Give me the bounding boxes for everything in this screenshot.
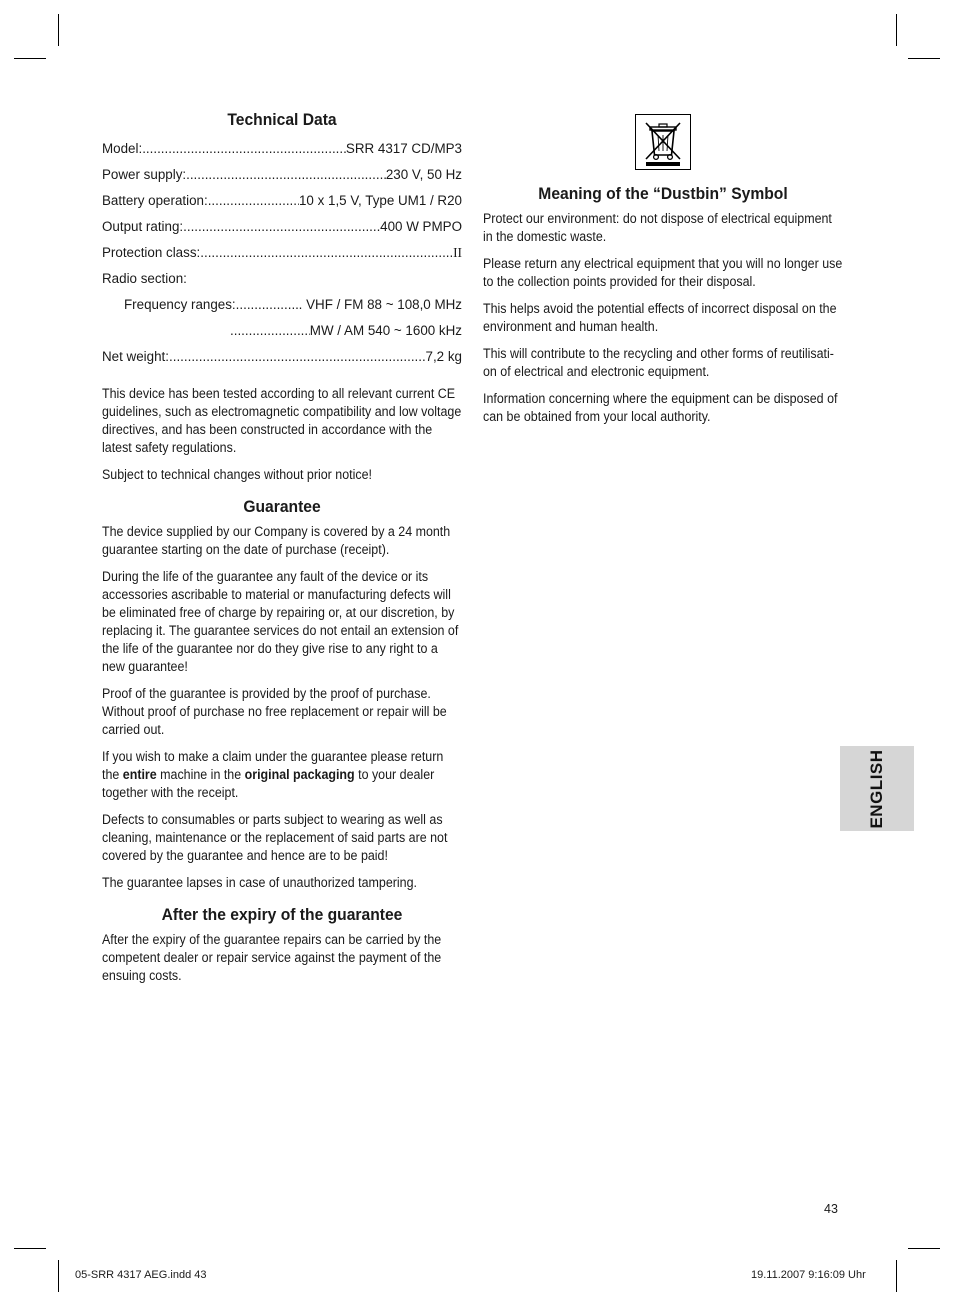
text-run: to your dealer together with the receipt. <box>102 767 435 800</box>
guarantee-paragraph: Defects to consumables or parts subject to wearing as well as cleaning, maintenance or the replacement of said parts are not covered by the guarantee and hence are to be paid! <box>102 812 448 863</box>
page-number: 43 <box>824 1202 838 1216</box>
dustbin-paragraph: This will contribute to the recycling and other forms of reutilisati-on of electrical and electronic equipment. <box>483 346 834 379</box>
bold-original-packaging: original packaging <box>244 767 355 782</box>
leader-dots <box>200 240 453 266</box>
spec-label: Radio section: <box>102 271 187 286</box>
crop-mark <box>58 1260 59 1292</box>
dustbin-paragraph: Information concerning where the equipment can be disposed of can be obtained from your local authority. <box>483 391 838 424</box>
spec-value: 400 W PMPO <box>380 219 462 234</box>
spec-battery <box>102 188 462 214</box>
spec-value: 10 x 1,5 V, Type UM1 / R20 <box>298 193 462 208</box>
spec-value: 7,2 kg <box>425 349 462 364</box>
spec-power-supply <box>102 162 462 188</box>
spec-mw <box>102 318 462 344</box>
guarantee-paragraph: The guarantee lapses in case of unauthorized tampering. <box>102 875 417 890</box>
spec-model <box>102 136 462 162</box>
bold-entire: entire <box>122 767 157 782</box>
spec-label: Net weight: <box>102 349 169 364</box>
crop-mark <box>58 14 59 46</box>
spec-frequency <box>102 292 462 318</box>
dustbin-heading: Meaning of the “Dustbin” Symbol <box>538 184 788 203</box>
guarantee-heading: Guarantee <box>243 497 321 516</box>
spec-value: SRR 4317 CD/MP3 <box>345 141 462 156</box>
left-column <box>102 108 462 994</box>
leader-dots <box>236 292 299 318</box>
right-column <box>483 108 843 435</box>
footer-timestamp: 19.11.2007 9:16:09 Uhr <box>751 1269 866 1281</box>
spec-value: . VHF / FM 88 ~ 108,0 MHz <box>298 297 462 312</box>
crop-mark <box>14 1248 46 1249</box>
leader-dots <box>230 318 310 344</box>
leader-dots <box>169 344 426 370</box>
leader-dots <box>186 162 386 188</box>
subject-paragraph: Subject to technical changes without prior notice! <box>102 467 372 482</box>
spec-value: MW / AM 540 ~ 1600 kHz <box>309 323 462 338</box>
crop-mark <box>14 58 46 59</box>
language-label: ENGLISH <box>867 748 886 829</box>
bin-svg <box>636 115 690 169</box>
technical-data-heading: Technical Data <box>227 110 337 129</box>
crop-mark <box>908 58 940 59</box>
after-expiry-heading: After the expiry of the guarantee <box>161 905 403 924</box>
leader-dots <box>142 136 346 162</box>
guarantee-paragraph: During the life of the guarantee any fault of the device or its accessories ascribable to material or manufacturing defects will be eliminated free of charge by repairing or, at our discretion, by replacing it. The guarantee services do not entail an extension of the life of the guarantee nor do they give rise to any right to a new guarantee! <box>102 569 459 674</box>
language-side-tab <box>840 746 914 831</box>
footer-file: 05-SRR 4317 AEG.indd 43 <box>75 1269 207 1281</box>
spec-net-weight <box>102 344 462 370</box>
dustbin-paragraph: Please return any electrical equipment that you will no longer use to the collection points provided for their disposal. <box>483 256 843 289</box>
text-run: machine in the <box>156 767 245 782</box>
spec-output <box>102 214 462 240</box>
text-run: If you wish to make a claim under the guarantee please return the <box>102 749 444 782</box>
spec-label: Output rating: <box>102 219 184 234</box>
crop-mark <box>896 1260 897 1292</box>
ce-paragraph: This device has been tested according to all relevant current CE guidelines, such as electromagnetic compatibility and low voltage directives, and has been constructed in accordance with the latest safety regulations. <box>102 386 462 455</box>
spec-radio-section <box>102 266 462 292</box>
spec-value: 230 V, 50 Hz <box>385 167 462 182</box>
guarantee-paragraph: The device supplied by our Company is covered by a 24 month guarantee starting on the date of purchase (receipt). <box>102 524 451 557</box>
spec-label: Frequency ranges: <box>124 297 236 312</box>
guarantee-claim-paragraph <box>102 748 462 802</box>
leader-dots <box>183 214 380 240</box>
spec-protection <box>102 240 462 266</box>
spec-value: II <box>453 245 462 260</box>
spec-label: Power supply: <box>102 167 187 182</box>
spec-label: Battery operation: <box>102 193 208 208</box>
spec-label: Protection class: <box>102 245 201 260</box>
leader-dots <box>208 188 299 214</box>
after-expiry-paragraph: After the expiry of the guarantee repairs can be carried by the competent dealer or repair service against the payment of the ensuing costs. <box>102 932 442 983</box>
crop-mark <box>896 14 897 46</box>
crop-mark <box>908 1248 940 1249</box>
dustbin-paragraph: Protect our environment: do not dispose of electrical equipment in the domestic waste. <box>483 211 832 244</box>
spec-label: Model: <box>102 141 143 156</box>
dustbin-paragraph: This helps avoid the potential effects of incorrect disposal on the environment and human health. <box>483 301 837 334</box>
guarantee-paragraph: Proof of the guarantee is provided by the proof of purchase. Without proof of purchase no free replacement or repair will be carried out. <box>102 686 447 737</box>
crossed-out-wheelie-bin-icon <box>635 114 691 170</box>
